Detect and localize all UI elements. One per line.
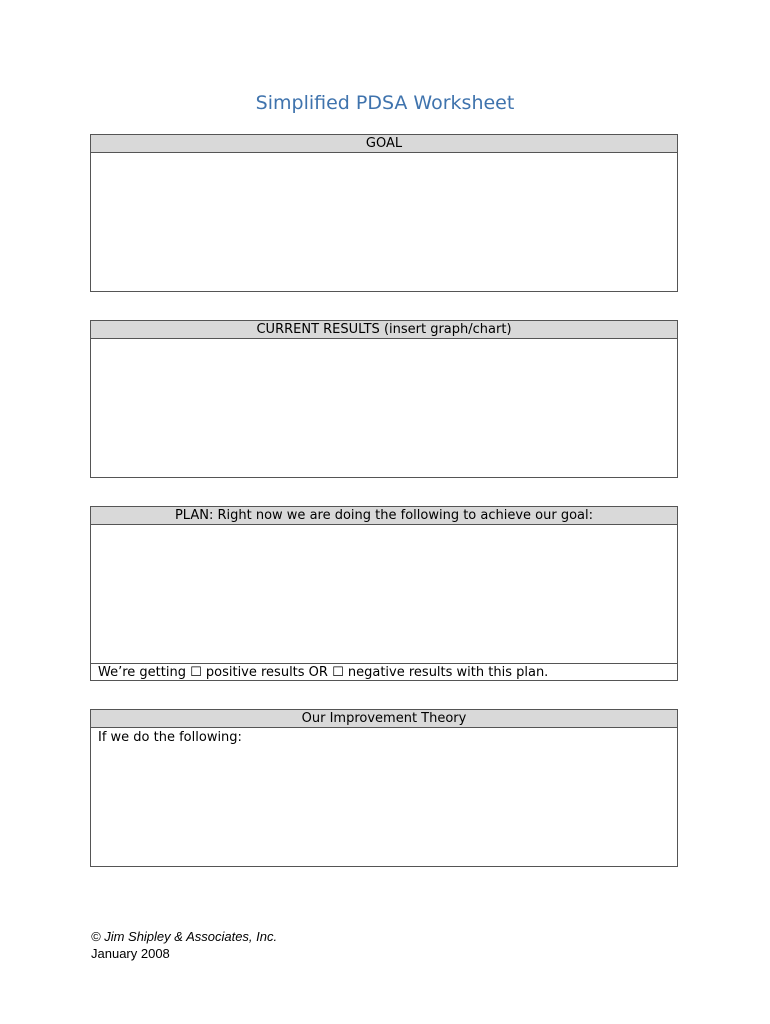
plan-section [90,506,678,681]
current-results-entry-area[interactable] [91,339,677,478]
goal-entry-area[interactable] [91,153,677,292]
plan-entry-area[interactable] [91,525,677,681]
footer-date: January 2008 [91,946,170,961]
document-title: Simplified PDSA Worksheet [255,92,515,114]
improvement-theory-section [90,709,678,867]
goal-header: GOAL [91,135,677,153]
plan-results-line: We’re getting ☐ positive results OR ☐ negative results with this plan. [91,663,677,681]
footer-copyright: © Jim Shipley & Associates, Inc. [91,929,278,944]
footer [91,928,277,962]
current-results-header: CURRENT RESULTS (insert graph/chart) [91,321,677,339]
goal-section [90,134,678,292]
improvement-theory-lead: If we do the following: [98,730,242,745]
plan-header: PLAN: Right now we are doing the following to achieve our goal: [91,507,677,525]
improvement-theory-entry-area[interactable] [91,728,677,867]
current-results-section [90,320,678,478]
improvement-theory-header: Our Improvement Theory [91,710,677,728]
